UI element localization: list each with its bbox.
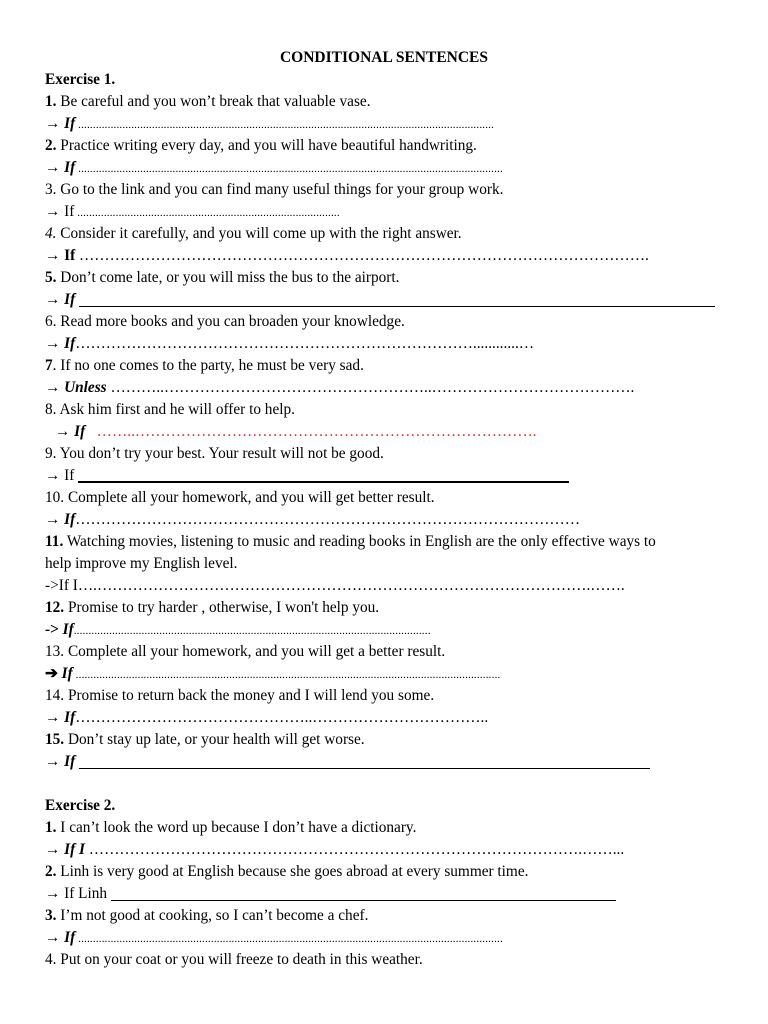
ex1-answer-6[interactable] [45, 333, 735, 355]
question-text: You don’t try your best. Your result will not be good. [56, 445, 384, 462]
exercise-2-heading: Exercise 2. [45, 797, 116, 814]
question-text: Practice writing every day, and you will have beautiful handwriting. [56, 137, 477, 154]
arrow-icon: → [45, 753, 61, 770]
question-number: 4. [45, 225, 57, 242]
answer-dots: ................................................................................................................................................ [75, 163, 503, 175]
answer-blank-line[interactable] [79, 291, 715, 307]
arrow-icon: → [45, 203, 61, 220]
answer-blank-line[interactable] [78, 466, 569, 483]
question-text: Go to the link and you can find many useful things for your group work. [56, 181, 504, 198]
ex2-question-2 [45, 861, 735, 883]
answer-keyword: If [62, 621, 74, 638]
question-number: 1. [45, 93, 57, 110]
arrow-icon: → [45, 335, 61, 352]
exercise-1-heading: Exercise 1. [45, 71, 116, 88]
answer-keyword: If [64, 929, 76, 946]
answer-blank-line[interactable] [79, 753, 650, 769]
answer-keyword: If I [64, 841, 85, 858]
question-number: 12. [45, 599, 65, 616]
answer-keyword: If [74, 423, 86, 440]
question-number: 6. [45, 313, 57, 330]
answer-dots: …………………………………………………………………………………………………. [75, 247, 649, 264]
answer-dots: …………………………………………………………………………………….……... [84, 841, 625, 858]
answer-keyword: Unless [64, 379, 107, 396]
question-text: Complete all your homework, and you will get better result. [64, 489, 435, 506]
ex1-question-10 [45, 487, 735, 509]
arrow-icon: → [45, 709, 61, 726]
answer-keyword: If [61, 665, 73, 682]
answer-keyword: If [64, 203, 75, 220]
ex2-answer-1[interactable] [45, 839, 735, 861]
answer-blank-line[interactable] [111, 885, 616, 901]
ex1-question-12 [45, 597, 735, 619]
ex2-question-1 [45, 817, 735, 839]
ex1-answer-4[interactable] [45, 245, 735, 267]
ex1-question-13 [45, 641, 735, 663]
arrow-icon: → [45, 379, 61, 396]
ex1-question-15 [45, 729, 735, 751]
question-number: 2. [45, 137, 57, 154]
ex1-question-8 [45, 399, 735, 421]
ex1-answer-8[interactable] [45, 421, 735, 443]
ex1-question-11-continued [45, 553, 735, 575]
answer-dots: ................................................................................................................................................ [72, 669, 501, 681]
worksheet-page [45, 47, 735, 971]
question-text: Promise to return back the money and I will lend you some. [64, 687, 435, 704]
arrow-icon: → [45, 159, 61, 176]
question-text: Ask him first and he will offer to help. [56, 401, 295, 418]
ex1-answer-14[interactable] [45, 707, 735, 729]
ex1-question-11 [45, 531, 735, 553]
ex2-answer-3[interactable] [45, 927, 735, 949]
question-text: Don’t stay up late, or your health will get worse. [64, 731, 365, 748]
question-number: 10. [45, 489, 65, 506]
answer-dots: ….…………………………………………………………………………………….……. [77, 577, 625, 594]
arrow-icon: → [45, 841, 61, 858]
arrow-icon: ➔ [45, 665, 58, 682]
ex1-answer-13[interactable] [45, 663, 735, 685]
answer-keyword: If [64, 511, 76, 528]
ex1-answer-1[interactable] [45, 113, 735, 135]
arrow-icon: → [45, 291, 61, 308]
arrow-icon: → [45, 885, 61, 902]
ex1-answer-2[interactable] [45, 157, 735, 179]
ex1-question-6 [45, 311, 735, 333]
section-spacer [45, 773, 735, 795]
arrow-icon: → [45, 929, 61, 946]
question-number: 8. [45, 401, 57, 418]
question-number: 3. [45, 907, 57, 924]
page-title: CONDITIONAL SENTENCES [279, 49, 489, 66]
answer-keyword: If [64, 115, 76, 132]
question-text: I can’t look the word up because I don’t have a dictionary. [56, 819, 417, 836]
question-number: 4. [45, 951, 57, 968]
question-number: 5. [45, 269, 57, 286]
ex1-answer-9[interactable] [45, 465, 735, 487]
arrow-icon: -> [45, 577, 59, 594]
answer-dots: ................................................................................................................................................ [75, 933, 503, 945]
ex1-answer-12[interactable] [45, 619, 735, 641]
question-text: Watching movies, listening to music and reading books in English are the only effective ways to [63, 533, 656, 550]
arrow-icon: → [45, 115, 61, 132]
answer-dots: ……………………………………………………………………………………… [75, 511, 580, 528]
arrow-icon: → [45, 511, 61, 528]
ex1-question-4 [45, 223, 735, 245]
answer-keyword: If [64, 709, 76, 726]
ex1-question-5 [45, 267, 735, 289]
answer-keyword: If [64, 467, 75, 484]
ex1-question-14 [45, 685, 735, 707]
ex1-question-9 [45, 443, 735, 465]
ex1-answer-15[interactable] [45, 751, 735, 773]
answer-dots: ……………………………………………………………………............… [75, 335, 535, 352]
answer-dots: ......................................................................................... [74, 207, 340, 219]
answer-keyword: If I [58, 577, 78, 594]
question-text: Linh is very good at English because she goes abroad at every summer time. [56, 863, 529, 880]
question-text: Read more books and you can broaden your knowledge. [56, 313, 405, 330]
ex1-answer-3[interactable] [45, 201, 735, 223]
question-text: Consider it carefully, and you will come up with the right answer. [56, 225, 462, 242]
question-number: 15. [45, 731, 65, 748]
question-number: 2. [45, 863, 57, 880]
question-text: . If no one comes to the party, he must be very sad. [52, 357, 364, 374]
question-number: 7 [45, 357, 53, 374]
ex1-question-2 [45, 135, 735, 157]
question-text-continued: help improve my English level. [45, 555, 238, 572]
question-text: Promise to try harder , otherwise, I won't help you. [64, 599, 380, 616]
ex1-question-1 [45, 91, 735, 113]
arrow-icon: → [45, 467, 61, 484]
answer-keyword: If [64, 335, 76, 352]
ex1-answer-11[interactable] [45, 575, 735, 597]
ex2-question-4 [45, 949, 735, 971]
question-text: Put on your coat or you will freeze to death in this weather. [56, 951, 423, 968]
ex1-question-3 [45, 179, 735, 201]
answer-keyword: If [64, 291, 76, 308]
question-text: Don’t come late, or you will miss the bus to the airport. [56, 269, 400, 286]
question-number: 13 [45, 643, 61, 660]
question-text: I’m not good at cooking, so I can’t become a chef. [56, 907, 369, 924]
question-number: 1. [45, 819, 57, 836]
ex2-answer-2[interactable] [45, 883, 735, 905]
question-number: 3. [45, 181, 57, 198]
answer-keyword: If [64, 159, 76, 176]
question-number: 11. [45, 533, 64, 550]
ex1-answer-7[interactable] [45, 377, 735, 399]
answer-dots: ………………………………………..…………………………….. [75, 709, 489, 726]
answer-keyword: If [64, 247, 76, 264]
arrow-icon: -> [45, 621, 59, 638]
question-number: 9. [45, 445, 57, 462]
answer-keyword: If [64, 753, 76, 770]
question-text: . Complete all your homework, and you will get a better result. [60, 643, 446, 660]
question-text: Be careful and you won’t break that valuable vase. [56, 93, 371, 110]
answer-dots: ……..……………………………………………………………………. [96, 423, 537, 440]
arrow-icon: → [55, 423, 71, 440]
answer-dots: ......................................................................................................................... [73, 625, 431, 637]
ex1-answer-5[interactable] [45, 289, 735, 311]
arrow-icon: → [45, 247, 61, 264]
answer-dots: ............................................................................................................................................. [75, 119, 495, 131]
question-number: 14. [45, 687, 65, 704]
answer-keyword: If Linh [64, 885, 108, 902]
ex2-question-3 [45, 905, 735, 927]
answer-dots: ………..……………………………………………..…………………………………. [106, 379, 635, 396]
ex1-question-7 [45, 355, 735, 377]
ex1-answer-10[interactable] [45, 509, 735, 531]
